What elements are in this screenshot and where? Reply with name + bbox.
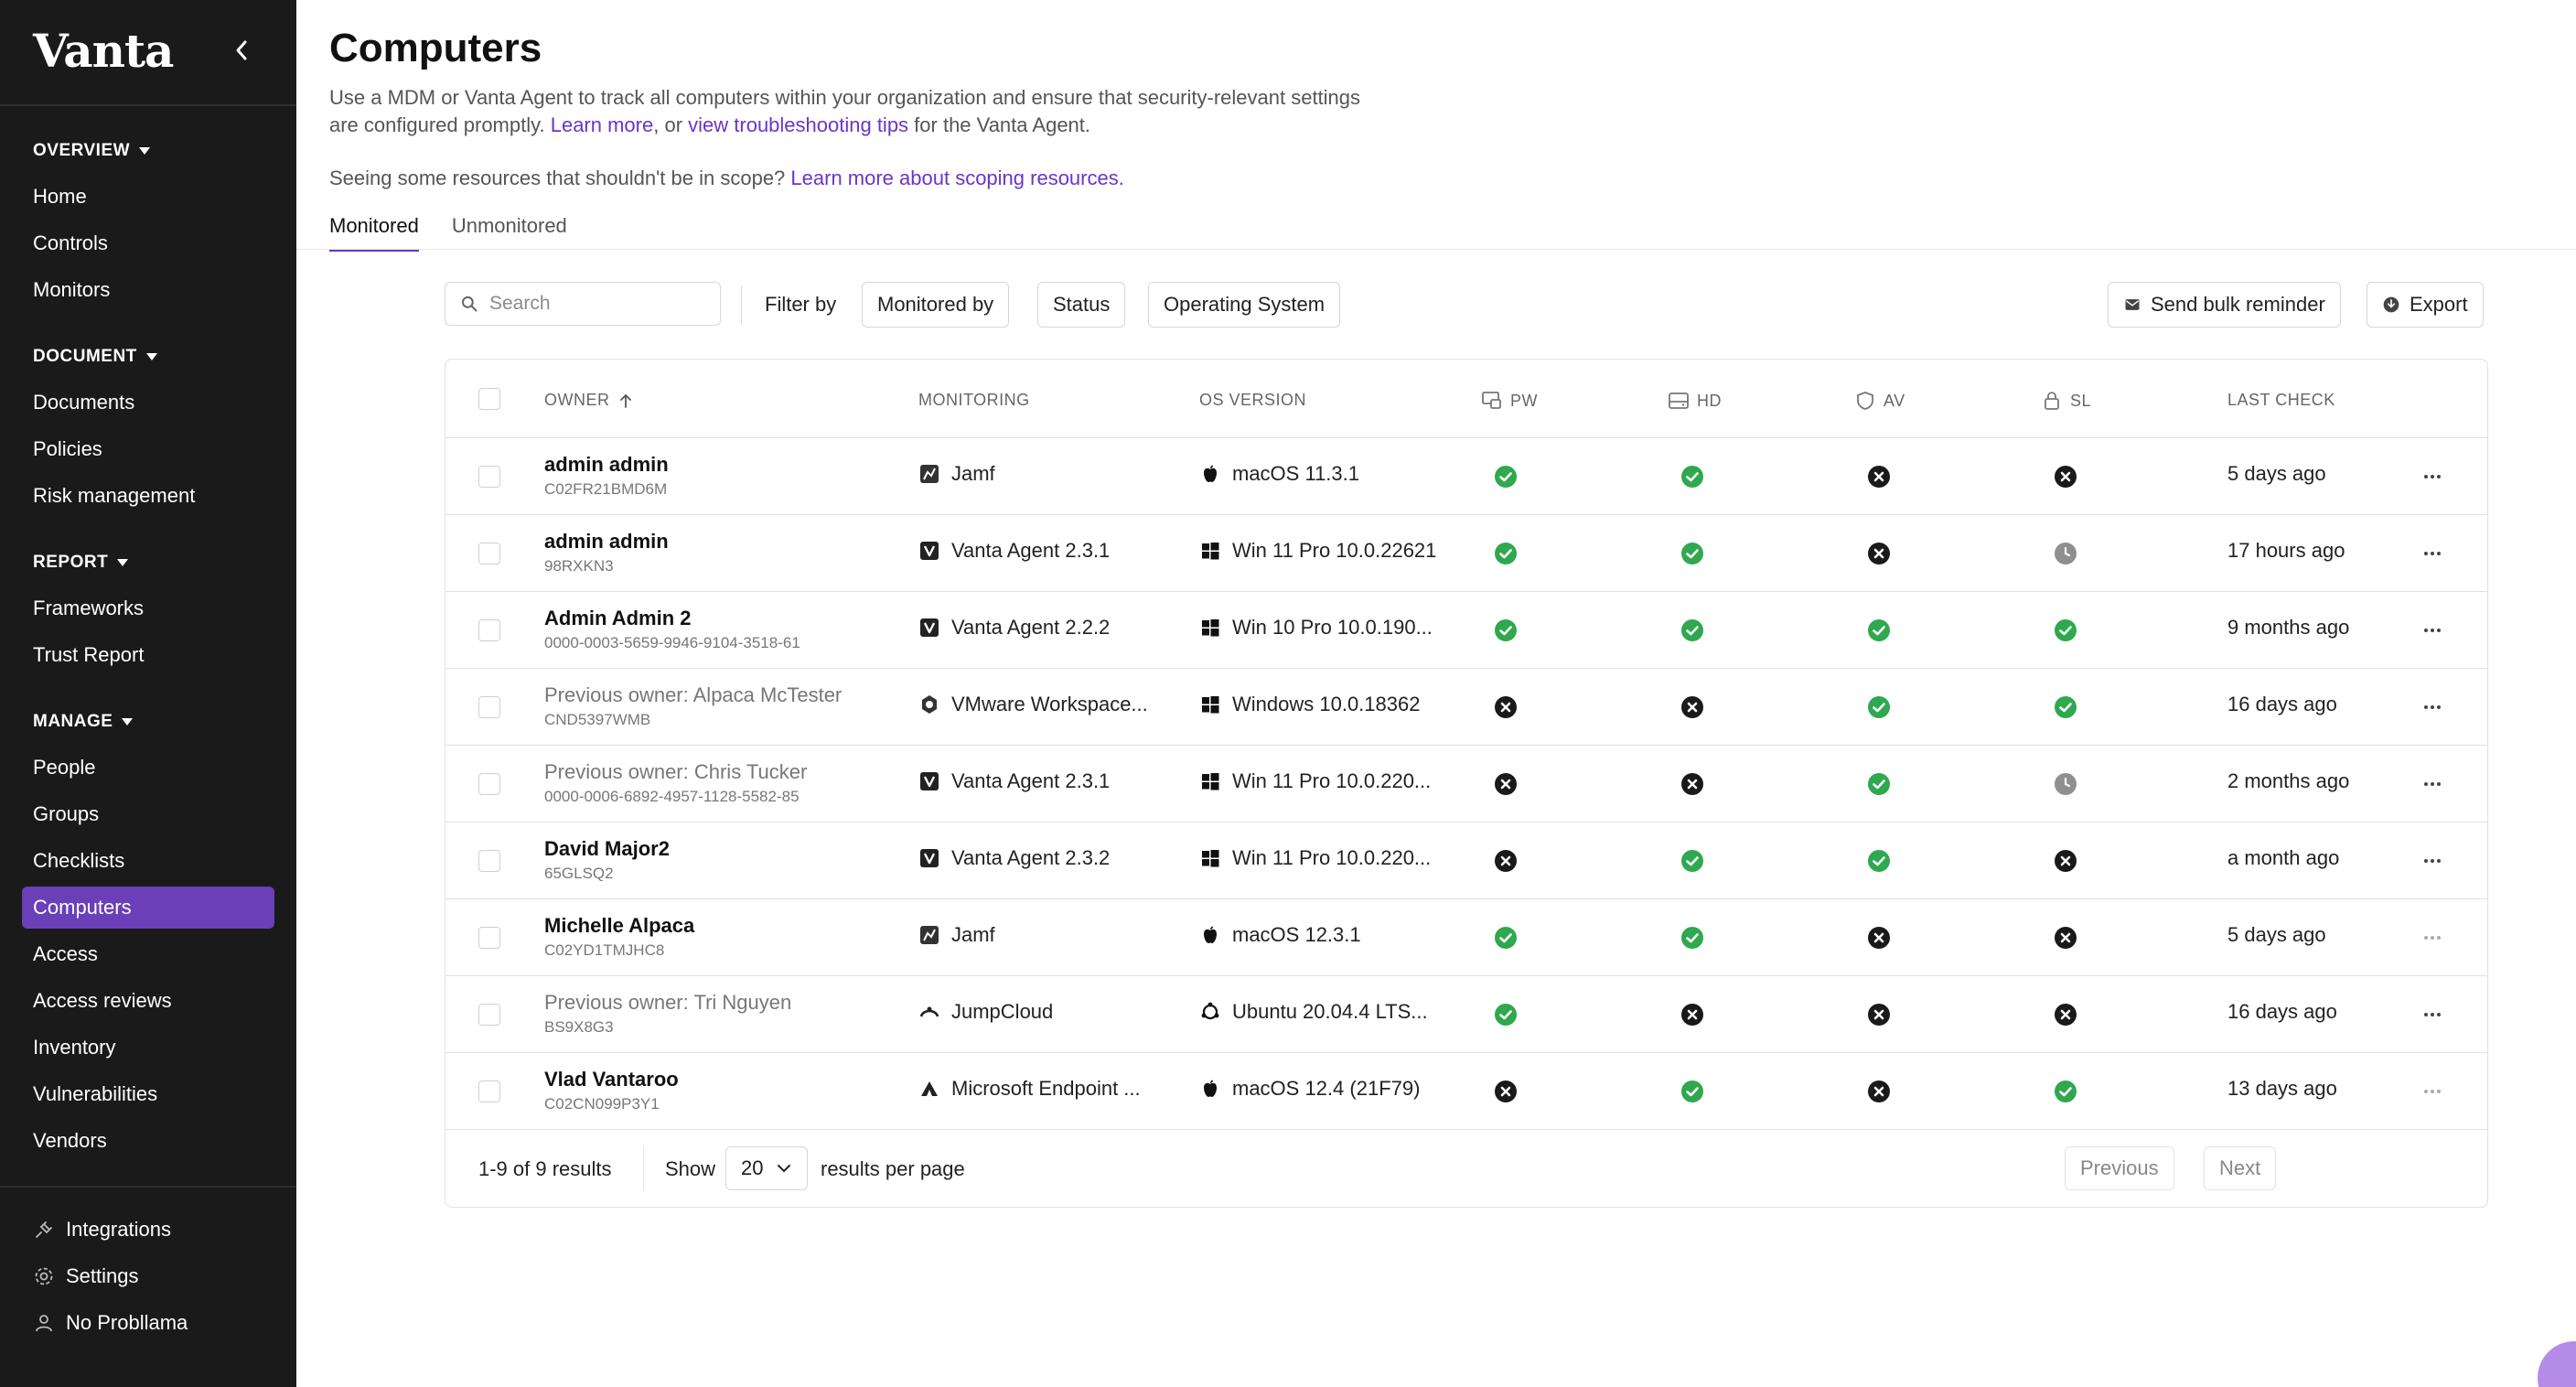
- av-check-circle-icon: [1867, 618, 1891, 642]
- lock-icon: [2041, 391, 2063, 411]
- sidebar-item-people[interactable]: [22, 747, 274, 789]
- vanta-logo[interactable]: Vanta: [33, 24, 174, 78]
- monitoring-cell: [918, 769, 1110, 793]
- more-options-icon[interactable]: [2421, 927, 2443, 949]
- sidebar-item-label: Inventory: [33, 1036, 116, 1059]
- hd-check-circle-icon: [1680, 926, 1704, 950]
- windows-icon: [1199, 694, 1221, 715]
- hd-check-circle-icon: [1680, 849, 1704, 873]
- column-pw[interactable]: [1481, 391, 1538, 411]
- row-checkbox[interactable]: [478, 1004, 500, 1026]
- sidebar-item-access[interactable]: [22, 933, 274, 975]
- gear-icon: [33, 1265, 55, 1287]
- monitoring-cell: [918, 923, 995, 947]
- column-av[interactable]: [1854, 391, 1905, 411]
- column-owner[interactable]: [544, 391, 634, 410]
- serial-number: C02YD1TMJHC8: [544, 941, 665, 959]
- sidebar-item-label: Vendors: [33, 1129, 107, 1152]
- sl-check-circle-icon: [2054, 695, 2077, 719]
- user-icon: [33, 1312, 55, 1334]
- pagination: [445, 1130, 2487, 1207]
- sidebar-item-vulnerabilities[interactable]: [22, 1073, 274, 1115]
- hd-x-circle-icon: [1680, 772, 1704, 796]
- os-version-cell: [1199, 1077, 1420, 1101]
- av-check-circle-icon: [1867, 772, 1891, 796]
- sidebar-item-integrations[interactable]: [22, 1209, 274, 1251]
- button-label: Send bulk reminder: [2151, 293, 2325, 316]
- av-x-circle-icon: [1867, 542, 1891, 565]
- previous-page-button[interactable]: [2065, 1146, 2174, 1190]
- os-version-cell: [1199, 923, 1361, 947]
- export-button[interactable]: [2367, 282, 2484, 328]
- toolbar-divider: [741, 285, 742, 324]
- next-page-button[interactable]: [2204, 1146, 2276, 1190]
- sl-x-circle-icon: [2054, 926, 2077, 950]
- section-manage[interactable]: [33, 712, 133, 732]
- sidebar-item-label: Settings: [66, 1264, 139, 1287]
- os-version-value: macOS 12.3.1: [1232, 923, 1361, 946]
- monitoring-cell: [918, 1077, 1141, 1101]
- owner-name[interactable]: admin admin: [544, 530, 669, 553]
- sl-check-circle-icon: [2054, 1080, 2077, 1103]
- sidebar-item-label: Policies: [33, 437, 102, 460]
- hd-x-circle-icon: [1680, 1003, 1704, 1027]
- os-version-value: Win 11 Pro 10.0.22621: [1232, 539, 1437, 562]
- sl-clock-icon: [2054, 542, 2077, 565]
- jumpcloud-icon: [918, 1001, 940, 1023]
- hd-x-circle-icon: [1680, 695, 1704, 719]
- caret-down-icon: [117, 559, 128, 566]
- microsoft-endpoint-icon: [918, 1078, 940, 1100]
- row-checkbox[interactable]: [478, 850, 500, 872]
- last-check-value: 2 months ago: [2227, 769, 2350, 792]
- vmware-icon: [918, 694, 940, 715]
- table-row[interactable]: [445, 746, 2487, 823]
- os-version-cell: [1199, 693, 1420, 716]
- windows-icon: [1199, 617, 1221, 639]
- description-text: , or: [653, 113, 689, 136]
- monitoring-value: VMware Workspace...: [951, 693, 1148, 715]
- jamf-icon: [918, 924, 940, 946]
- vanta-agent-icon: [918, 540, 940, 562]
- av-x-circle-icon: [1867, 1080, 1891, 1103]
- table-header: [445, 360, 2487, 438]
- sidebar-item-inventory[interactable]: [22, 1027, 274, 1069]
- section-report[interactable]: [33, 553, 128, 573]
- os-version-cell: [1199, 1000, 1428, 1024]
- pw-x-circle-icon: [1494, 772, 1518, 796]
- button-label: Monitored by: [877, 293, 994, 316]
- button-label: Operating System: [1164, 293, 1326, 316]
- per-page-suffix: results per page: [821, 1157, 965, 1180]
- mail-icon: [2123, 296, 2141, 314]
- sidebar-item-label: People: [33, 756, 96, 779]
- sidebar-item-label: Controls: [33, 231, 108, 254]
- av-check-circle-icon: [1867, 849, 1891, 873]
- column-monitoring[interactable]: [918, 391, 1030, 410]
- monitoring-value: Vanta Agent 2.2.2: [951, 616, 1111, 639]
- section-title: REPORT: [33, 553, 109, 572]
- sidebar-item-monitors[interactable]: [22, 269, 274, 311]
- monitoring-value: Vanta Agent 2.3.2: [951, 846, 1111, 869]
- os-version-cell: [1199, 539, 1436, 563]
- serial-number: 65GLSQ2: [544, 865, 614, 882]
- sidebar-item-label: Checklists: [33, 849, 125, 872]
- section-document[interactable]: [33, 347, 157, 367]
- caret-down-icon: [122, 718, 133, 726]
- more-options-icon[interactable]: [2421, 1004, 2443, 1026]
- row-checkbox[interactable]: [478, 773, 500, 795]
- sidebar-item-computers[interactable]: [22, 887, 274, 929]
- table-row[interactable]: [445, 669, 2487, 746]
- plug-icon: [33, 1219, 55, 1241]
- os-version-value: Win 10 Pro 10.0.190...: [1232, 616, 1433, 639]
- windows-icon: [1199, 770, 1221, 792]
- column-label: AV: [1884, 391, 1905, 410]
- pw-check-circle-icon: [1494, 542, 1518, 565]
- sidebar-item-label: Documents: [33, 391, 135, 414]
- per-page-select[interactable]: [725, 1146, 808, 1190]
- more-options-icon[interactable]: [2421, 773, 2443, 795]
- sidebar-item-vendors[interactable]: [22, 1120, 274, 1162]
- sidebar-item-risk-management[interactable]: [22, 475, 274, 517]
- monitoring-value: Vanta Agent 2.3.1: [951, 539, 1111, 562]
- os-version-value: Win 11 Pro 10.0.220...: [1232, 846, 1432, 869]
- pw-check-circle-icon: [1494, 1003, 1518, 1027]
- serial-number: C02CN099P3Y1: [544, 1095, 660, 1113]
- serial-number: CND5397WMB: [544, 711, 651, 728]
- windows-icon: [1199, 847, 1221, 869]
- monitoring-value: Jamf: [951, 462, 995, 485]
- section-title: MANAGE: [33, 712, 113, 731]
- more-options-icon[interactable]: [2421, 850, 2443, 872]
- more-options-icon[interactable]: [2421, 466, 2443, 488]
- jamf-icon: [918, 463, 940, 485]
- last-check-value: 17 hours ago: [2227, 539, 2345, 562]
- sort-ascending-icon: [617, 392, 634, 409]
- monitoring-cell: [918, 846, 1110, 870]
- search-box[interactable]: [445, 282, 721, 326]
- monitoring-value: Vanta Agent 2.3.1: [951, 769, 1111, 792]
- more-options-icon[interactable]: [2421, 619, 2443, 641]
- download-icon: [2382, 296, 2400, 314]
- table-row[interactable]: [445, 438, 2487, 515]
- sidebar-item-controls[interactable]: [22, 222, 274, 264]
- troubleshooting-link[interactable]: view troubleshooting tips: [688, 113, 909, 136]
- owner-name[interactable]: Previous owner: Alpaca McTester: [544, 683, 843, 706]
- owner-name[interactable]: Michelle Alpaca: [544, 914, 695, 937]
- pw-check-circle-icon: [1494, 465, 1518, 489]
- pagination-divider: [643, 1148, 644, 1190]
- pw-x-circle-icon: [1494, 695, 1518, 719]
- sidebar-item-label: Groups: [33, 802, 100, 825]
- os-version-cell: [1199, 462, 1359, 486]
- row-checkbox[interactable]: [478, 466, 500, 488]
- sidebar-item-access-reviews[interactable]: [22, 980, 274, 1022]
- sidebar-divider: [0, 1186, 296, 1188]
- search-icon: [460, 295, 478, 313]
- shield-icon: [1854, 391, 1876, 411]
- owner-name[interactable]: Previous owner: Tri Nguyen: [544, 991, 792, 1014]
- table-row[interactable]: [445, 823, 2487, 899]
- chevron-down-icon: [776, 1160, 792, 1177]
- os-version-value: macOS 12.4 (21F79): [1232, 1077, 1421, 1100]
- row-checkbox[interactable]: [478, 543, 500, 564]
- serial-number: 0000-0003-5659-9946-9104-3518-61: [544, 634, 800, 651]
- monitoring-value: Jamf: [951, 923, 995, 946]
- os-version-value: Ubuntu 20.04.4 LTS...: [1232, 1000, 1428, 1023]
- column-last-check[interactable]: [2227, 391, 2335, 410]
- section-title: DOCUMENT: [33, 347, 137, 366]
- row-checkbox[interactable]: [478, 696, 500, 718]
- button-label: Export: [2410, 293, 2468, 316]
- owner-name[interactable]: Admin Admin 2: [544, 607, 692, 629]
- caret-down-icon: [146, 353, 157, 360]
- owner-name[interactable]: David Major2: [544, 837, 670, 860]
- os-version-value: Windows 10.0.18362: [1232, 693, 1421, 715]
- filter-label: Filter by: [765, 293, 837, 316]
- column-label: HD: [1697, 391, 1722, 410]
- monitoring-cell: [918, 539, 1110, 563]
- os-version-value: Win 11 Pro 10.0.220...: [1232, 769, 1432, 792]
- pw-x-circle-icon: [1494, 849, 1518, 873]
- monitoring-cell: [918, 462, 995, 486]
- sidebar-item-label: Home: [33, 185, 87, 208]
- sl-x-circle-icon: [2054, 1003, 2077, 1027]
- vanta-agent-icon: [918, 847, 940, 869]
- column-os-version[interactable]: [1199, 391, 1306, 410]
- hd-check-circle-icon: [1680, 618, 1704, 642]
- last-check-value: 13 days ago: [2227, 1077, 2337, 1100]
- button-label: Status: [1053, 293, 1111, 316]
- sidebar-item-label: Trust Report: [33, 643, 145, 666]
- sidebar-item-label: Access reviews: [33, 989, 172, 1012]
- column-label: LAST CHECK: [2227, 391, 2335, 409]
- sidebar-item-label: Vulnerabilities: [33, 1082, 158, 1105]
- last-check-value: 5 days ago: [2227, 462, 2326, 485]
- table-row[interactable]: [445, 976, 2487, 1053]
- collapse-sidebar-icon[interactable]: [231, 37, 252, 64]
- hd-check-circle-icon: [1680, 1080, 1704, 1103]
- sidebar-item-policies[interactable]: [22, 428, 274, 470]
- sl-x-circle-icon: [2054, 849, 2077, 873]
- pw-check-circle-icon: [1494, 926, 1518, 950]
- apple-icon: [1199, 463, 1221, 485]
- scope-text: Seeing some resources that shouldn't be in scope?: [329, 167, 791, 189]
- table-row[interactable]: [445, 1053, 2487, 1130]
- last-check-value: 16 days ago: [2227, 693, 2337, 715]
- last-check-value: 16 days ago: [2227, 1000, 2337, 1023]
- av-check-circle-icon: [1867, 695, 1891, 719]
- sl-clock-icon: [2054, 772, 2077, 796]
- monitoring-cell: [918, 616, 1110, 640]
- row-checkbox[interactable]: [478, 927, 500, 949]
- pw-x-circle-icon: [1494, 1080, 1518, 1103]
- sl-check-circle-icon: [2054, 618, 2077, 642]
- sidebar-item-frameworks[interactable]: [22, 587, 274, 629]
- filter-operating-system-button[interactable]: [1148, 282, 1340, 328]
- table-row[interactable]: [445, 515, 2487, 592]
- table-row[interactable]: [445, 592, 2487, 669]
- monitoring-value: Microsoft Endpoint ...: [951, 1077, 1141, 1100]
- serial-number: C02FR21BMD6M: [544, 480, 668, 498]
- av-x-circle-icon: [1867, 465, 1891, 489]
- select-all-checkbox[interactable]: [478, 388, 500, 410]
- hd-check-circle-icon: [1680, 542, 1704, 565]
- column-label: OS VERSION: [1199, 391, 1307, 409]
- sidebar-item-label: Integrations: [66, 1218, 171, 1241]
- description-text: Use a MDM or Vanta Agent to track all computers within your organization and ensure that security-relevant settings are configured promptly.: [329, 86, 1361, 136]
- os-version-cell: [1199, 769, 1431, 793]
- monitoring-cell: [918, 1000, 1053, 1024]
- page-title: Computers: [329, 26, 542, 70]
- sidebar-divider: [0, 104, 296, 106]
- pw-check-circle-icon: [1494, 618, 1518, 642]
- caret-down-icon: [139, 147, 150, 155]
- tab-unmonitored[interactable]: Unmonitored: [451, 214, 567, 237]
- more-options-icon[interactable]: [2421, 1081, 2443, 1102]
- more-options-icon[interactable]: [2421, 696, 2443, 718]
- sidebar-item-label: Risk management: [33, 484, 196, 507]
- more-options-icon[interactable]: [2421, 543, 2443, 564]
- serial-number: 0000-0006-6892-4957-1128-5582-85: [544, 788, 800, 805]
- column-sl[interactable]: [2041, 391, 2091, 411]
- filter-status-button[interactable]: [1037, 282, 1125, 328]
- sidebar-item-settings[interactable]: [22, 1255, 274, 1297]
- os-version-value: macOS 11.3.1: [1232, 462, 1359, 485]
- main-content: [296, 0, 2576, 1387]
- owner-name[interactable]: Previous owner: Chris Tucker: [544, 760, 808, 783]
- sidebar-item-label: No Probllama: [66, 1311, 188, 1334]
- monitoring-cell: [918, 693, 1148, 716]
- row-checkbox[interactable]: [478, 1081, 500, 1102]
- description-text: for the Vanta Agent.: [908, 113, 1091, 136]
- tabs: [329, 214, 567, 252]
- sidebar: [0, 0, 296, 1387]
- serial-number: BS9X8G3: [544, 1018, 614, 1036]
- last-check-value: a month ago: [2227, 846, 2340, 869]
- sidebar-item-checklists[interactable]: [22, 840, 274, 882]
- av-x-circle-icon: [1867, 926, 1891, 950]
- owner-name[interactable]: Vlad Vantaroo: [544, 1068, 679, 1091]
- monitoring-value: JumpCloud: [951, 1000, 1054, 1023]
- tabs-divider: [296, 249, 2576, 250]
- ubuntu-icon: [1199, 1001, 1221, 1023]
- sidebar-item-label: Frameworks: [33, 597, 145, 619]
- os-version-cell: [1199, 616, 1433, 640]
- scoping-link[interactable]: Learn more about scoping resources.: [790, 167, 1124, 189]
- vanta-agent-icon: [918, 770, 940, 792]
- apple-icon: [1199, 1078, 1221, 1100]
- apple-icon: [1199, 924, 1221, 946]
- sidebar-item-documents[interactable]: [22, 382, 274, 424]
- owner-name[interactable]: admin admin: [544, 453, 669, 476]
- sidebar-item-home[interactable]: [22, 176, 274, 218]
- password-icon: [1481, 391, 1503, 411]
- row-checkbox[interactable]: [478, 619, 500, 641]
- column-label: OWNER: [544, 391, 610, 409]
- column-hd[interactable]: [1668, 391, 1722, 411]
- section-title: OVERVIEW: [33, 141, 131, 160]
- sidebar-item-trust-report[interactable]: [22, 634, 274, 676]
- section-overview[interactable]: [33, 141, 150, 161]
- av-x-circle-icon: [1867, 1003, 1891, 1027]
- button-label: Next: [2219, 1156, 2261, 1179]
- tab-monitored[interactable]: Monitored: [329, 214, 419, 252]
- os-version-cell: [1199, 846, 1431, 870]
- last-check-value: 9 months ago: [2227, 616, 2350, 639]
- results-count: 1-9 of 9 results: [478, 1157, 612, 1180]
- sidebar-item-label: Monitors: [33, 278, 111, 301]
- sidebar-item-label: Access: [33, 942, 98, 965]
- table-row[interactable]: [445, 899, 2487, 976]
- button-label: Previous: [2080, 1156, 2159, 1179]
- sl-x-circle-icon: [2054, 465, 2077, 489]
- per-page-value: 20: [741, 1156, 764, 1179]
- page-description: [329, 84, 1381, 139]
- column-label: SL: [2070, 391, 2092, 410]
- sidebar-item-groups[interactable]: [22, 793, 274, 835]
- last-check-value: 5 days ago: [2227, 923, 2326, 946]
- filter-monitored-by-button[interactable]: [862, 282, 1009, 328]
- show-label: Show: [665, 1157, 716, 1180]
- send-bulk-reminder-button[interactable]: [2108, 282, 2341, 328]
- scope-note: [329, 167, 1124, 190]
- vanta-agent-icon: [918, 617, 940, 639]
- serial-number: 98RXKN3: [544, 557, 614, 575]
- column-label: MONITORING: [918, 391, 1030, 409]
- column-label: PW: [1510, 391, 1538, 410]
- hard-drive-icon: [1668, 391, 1690, 411]
- sidebar-item-label: Computers: [33, 896, 132, 919]
- computers-table: [445, 359, 2488, 1208]
- search-input[interactable]: [489, 293, 709, 315]
- hd-check-circle-icon: [1680, 465, 1704, 489]
- sidebar-item-account[interactable]: [22, 1302, 274, 1344]
- windows-icon: [1199, 540, 1221, 562]
- learn-more-link[interactable]: Learn more: [550, 113, 654, 136]
